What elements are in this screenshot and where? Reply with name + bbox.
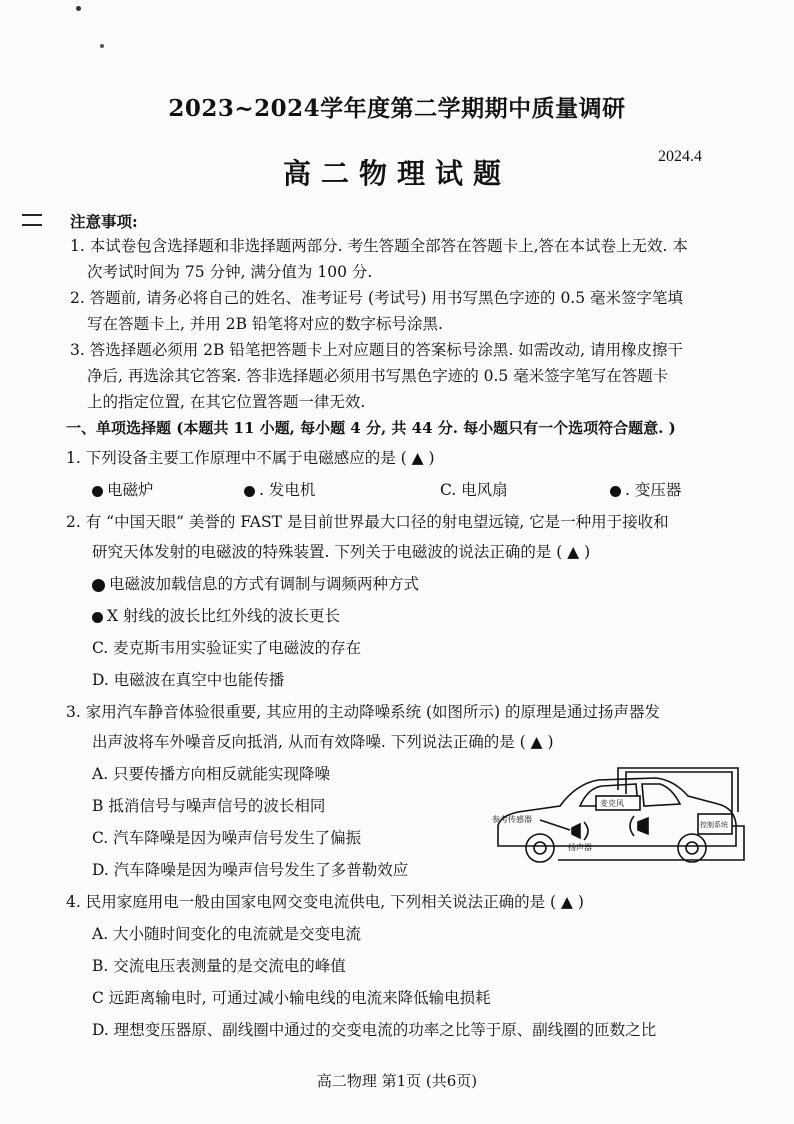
notice-line: 1. 本试卷包含选择题和非选择题两部分. 考生答题全部答在答题卡上,答在本试卷上无效. 本 <box>70 237 688 255</box>
q2-option-a <box>92 574 419 594</box>
sensor-pointer <box>540 820 570 830</box>
question-3-stem: 出声波将车外噪音反向抵消, 从而有效降噪. 下列说法正确的是 ( ▲ ) <box>92 733 554 751</box>
wheel <box>526 834 554 862</box>
speaker-icon <box>638 818 648 834</box>
page-footer: 高二物理 第1页 (共6页) <box>316 1072 478 1090</box>
exam-date: 2024.4 <box>658 148 702 165</box>
q1-option-d-text: . 变压器 <box>625 481 682 499</box>
q1-option-a-text: 电磁炉 <box>107 481 154 499</box>
car-window-rear <box>642 784 680 806</box>
question-2-stem: 2. 有 “中国天眼” 美誉的 FAST 是目前世界最大口径的射电望远镜, 它是一种用于接收和 <box>66 513 669 531</box>
q1-option-b <box>244 480 315 500</box>
question-1-stem: 1. 下列设备主要工作原理中不属于电磁感应的是 ( ▲ ) <box>66 449 435 467</box>
q2-option-b-text: X 射线的波长比红外线的波长更长 <box>107 607 340 625</box>
subject-title: 高二物理试题 <box>282 157 511 190</box>
notice-line: 上的指定位置, 在其它位置答题一律无效. <box>87 393 366 411</box>
notice-line: 写在答题卡上, 并用 2B 铅笔将对应的数字标号涂黑. <box>87 315 443 333</box>
speaker-label: 扬声器 <box>568 843 592 852</box>
sensor-label: 参考传感器 <box>492 815 532 824</box>
notice-heading: 注意事项: <box>70 212 138 231</box>
car-noise-cancel-figure <box>488 764 750 872</box>
q1-option-d <box>610 480 681 500</box>
sound-wave <box>630 816 634 836</box>
q4-option-b: B. 交流电压表测量的是交流电的峰值 <box>92 957 346 975</box>
scan-speck <box>76 6 81 11</box>
q2-option-d: D. 电磁波在真空中也能传播 <box>92 671 285 689</box>
q3-option-b: B 抵消信号与噪声信号的波长相同 <box>92 797 326 815</box>
q2-option-c: C. 麦克斯韦用实验证实了电磁波的存在 <box>92 639 362 657</box>
erased-letter-mark <box>92 486 103 497</box>
q3-option-d: D. 汽车降噪是因为噪声信号发生了多普勒效应 <box>92 861 409 879</box>
erased-letter-mark <box>92 612 103 623</box>
exam-title: 2023~2024学年度第二学期期中质量调研 <box>168 95 626 122</box>
erased-letter-mark <box>244 486 255 497</box>
q1-option-b-text: . 发电机 <box>259 481 316 499</box>
q4-option-d: D. 理想变压器原、副线圈中通过的交变电流的功率之比等于原、副线圈的匝数之比 <box>92 1021 657 1039</box>
q4-option-c: C 远距离输电时, 可通过减小输电线的电流来降低输电损耗 <box>92 989 491 1007</box>
speaker-icon <box>572 824 580 838</box>
q2-option-a-text: 电磁波加载信息的方式有调制与调频两种方式 <box>109 575 420 593</box>
q1-option-c: C. 电风扇 <box>440 481 508 499</box>
control-label: 控制系统 <box>700 821 728 829</box>
notice-line: 净后, 再选涂其它答案. 答非选择题必须用书写黑色字迹的 0.5 毫米签字笔写在答题卡 <box>87 367 669 385</box>
q3-option-a: A. 只要传播方向相反就能实现降噪 <box>92 765 331 783</box>
wheel-hub <box>686 842 698 854</box>
question-2-stem: 研究天体发射的电磁波的特殊装置. 下列关于电磁波的说法正确的是 ( ▲ ) <box>92 543 591 561</box>
question-4-stem: 4. 民用家庭用电一般由国家电网交变电流供电, 下列相关说法正确的是 ( ▲ ) <box>66 893 584 911</box>
q4-option-a: A. 大小随时间变化的电流就是交变电流 <box>92 925 362 943</box>
notice-line: 次考试时间为 75 分钟, 满分值为 100 分. <box>87 263 373 281</box>
question-3-stem: 3. 家用汽车静音体验很重要, 其应用的主动降噪系统 (如图所示) 的原理是通过扬声器发 <box>66 703 661 721</box>
q2-option-b <box>92 606 340 626</box>
q3-option-c: C. 汽车降噪是因为噪声信号发生了偏振 <box>92 829 362 847</box>
erased-letter-mark <box>610 486 621 497</box>
notice-line: 3. 答选择题必须用 2B 铅笔把答题卡上对应题目的答案标号涂黑. 如需改动, 请用橡皮擦干 <box>70 341 684 359</box>
mic-label: 麦克风 <box>600 799 624 808</box>
notice-line: 2. 答题前, 请务必将自己的姓名、准考证号 (考试号) 用书写黑色字迹的 0.5 毫米签字笔填 <box>70 289 684 307</box>
section-title: 一、单项选择题 (本题共 11 小题, 每小题 4 分, 共 44 分. 每小题只有一个选项符合题意. ) <box>66 419 676 437</box>
wheel <box>678 834 706 862</box>
q1-option-a <box>92 480 154 500</box>
margin-mark <box>22 214 42 226</box>
scan-speck <box>100 44 104 48</box>
erased-letter-mark <box>92 579 105 592</box>
sound-wave <box>584 822 588 840</box>
wheel-hub <box>534 842 546 854</box>
